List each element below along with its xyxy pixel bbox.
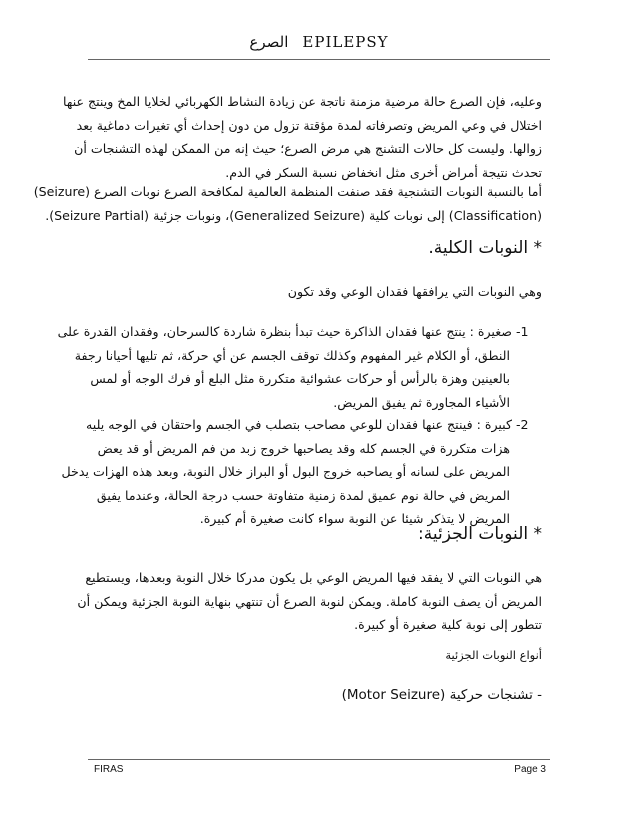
intro-paragraph (63, 90, 542, 184)
motor-seizure-text: - تشنجات حركية (Motor Seizure) (341, 687, 542, 703)
footer-page-number: Page 3 (514, 764, 546, 775)
list-item-large-seizure (61, 413, 542, 531)
list-item-line: الأشياء المجاورة ثم يفيق المريض. (333, 394, 510, 410)
intro-line: اختلال في وعي المريض وتصرفاته لمدة مؤقتة تزول من دون إحداث أي تغيرات دماغية بعد (76, 117, 542, 133)
general-description-text: وهي النوبات التي يرافقها فقدان الوعي وقد تكون (287, 284, 542, 299)
list-item-line: المريض على لسانه أو يصاحبه خروج البول أو البراز خلال النوبة، وبعد هذه الهزات يدخل (61, 464, 510, 480)
general-description (96, 280, 542, 304)
intro-line: وعليه، فإن الصرع حالة مرضية مزمنة ناتجة عن زيادة النشاط الكهربائي لخلايا المخ وينتج عنها (63, 94, 542, 109)
list-item-line: بالعينين وهزة بالرأس أو حركات عشوائية متكررة مثل البلع أو فرك الوجه أو لمس (90, 371, 510, 387)
partial-line: المريض أن يصف النوبة كاملة. ويمكن لنوبة الصرع أن تنتهي بنهاية النوبة الجزئية ويمكن أن (77, 593, 542, 609)
classification-paragraph (33, 180, 542, 227)
header-title-arabic: الصرع (249, 33, 289, 51)
footer-rule (88, 759, 550, 760)
classification-line: أما بالنسبة النوبات التشنجية فقد صنفت المنظمة العالمية لمكافحة الصرع نوبات الصرع (Seizure) (33, 184, 542, 199)
page-header (0, 33, 638, 57)
page-footer (94, 764, 546, 780)
partial-line: هي النوبات التي لا يفقد فيها المريض الوعي بل يكون مدركا خلال النوبة وبعدها، ويستطيع (85, 570, 542, 585)
classification-line: (Classification) إلى نوبات كلية (Generalized Seizure)، ونوبات جزئية (Seizure Partial). (45, 207, 542, 223)
header-rule (88, 59, 550, 60)
list-item-line: هزات متكررة في الجسم كله وقد يصاحبها خروج زبد من فم المريض أو قد يعض (97, 440, 510, 456)
partial-line: تتطور إلى نوبة كلية صغيرة أو كبيرة. (354, 617, 542, 633)
partial-paragraph (77, 566, 542, 637)
list-item-line: المريض في حالة نوم عميق لمدة زمنية متفاوتة حسب درجة الحالة، وعندما يفيق (96, 487, 510, 503)
intro-line: تحدث نتيجة أمراض أخرى مثل انخفاض نسبة السكر في الدم. (225, 164, 542, 180)
list-item-small-seizure (57, 320, 542, 414)
footer-author: FIRAS (94, 764, 124, 775)
list-item-number: 2- (516, 417, 529, 432)
list-item-line: النطق، أو الكلام غير المفهوم وكذلك توقف الجسم عن أي حركة، ثم تليها أحيانا رجفة (74, 347, 510, 363)
list-item-number: 1- (516, 324, 529, 339)
list-item-text: صغيرة : ينتج عنها فقدان الذاكرة حيث تبدأ بنظرة شاردة كالسرحان، وفقدان القدرة على (57, 324, 512, 339)
section-heading-partial: * النوبات الجزئية: (418, 524, 542, 544)
motor-seizure-subheading (96, 684, 542, 708)
section-heading-general: * النوبات الكلية. (428, 238, 542, 258)
header-title-english: EPILEPSY (302, 33, 389, 51)
intro-line: زوالها. وليست كل حالات التشنج هي مرض الصرع؛ حيث إنه من الممكن لهذه التشنجات أن (74, 141, 542, 157)
list-item-text: كبيرة : فينتج عنها فقدان للوعي مصاحب بتصلب في الجسم واحتقان في الوجه يليه (86, 417, 512, 432)
partial-types-label: أنواع النوبات الجزئية (445, 648, 542, 662)
list-item-line: المريض لا يتذكر شيئا عن النوبة سواء كانت صغيرة أم كبيرة. (199, 511, 510, 527)
